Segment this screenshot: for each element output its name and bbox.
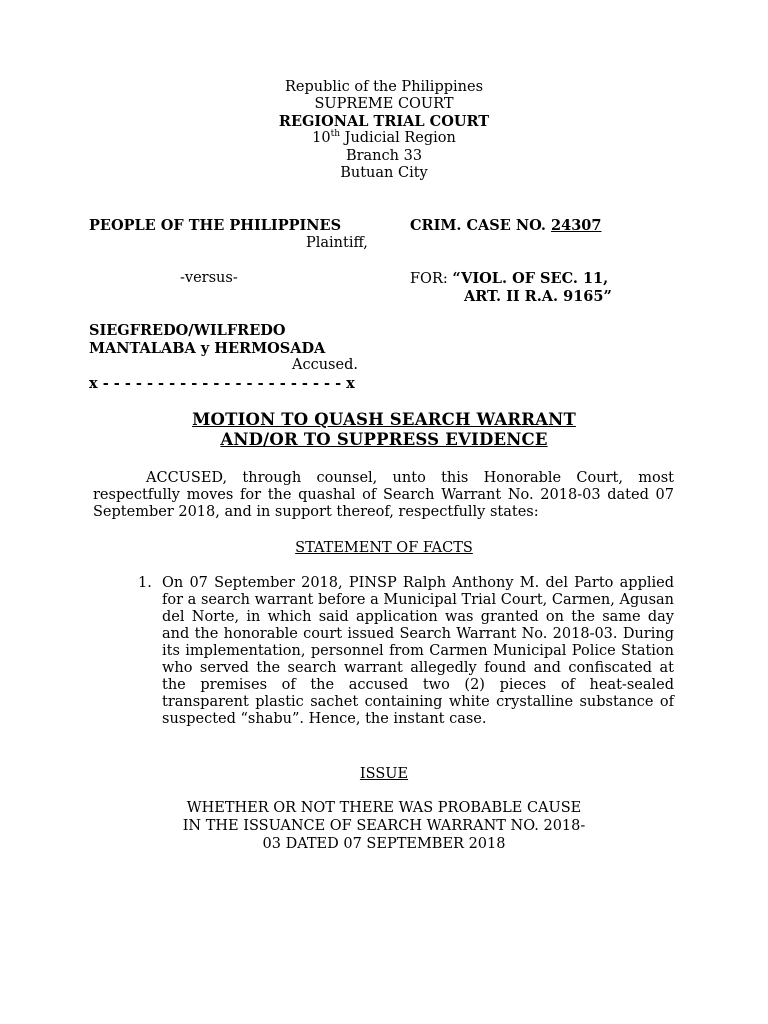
issue-line2: IN THE ISSUANCE OF SEARCH WARRANT NO. 2018- (182, 818, 586, 834)
header-branch: Branch 33 (345, 148, 423, 164)
case-label: CRIM. CASE NO. (410, 217, 552, 234)
fact-paragraph: On 07 September 2018, PINSP Ralph Anthony M. del Parto applied for a search warrant before a Municipal Trial Court, Carmen, Agusan del Norte, in which said application was granted on the same day and the honorable court issued Search Warrant No. 2018-03. During its implementation, personnel from Carmen Municipal Police Station who served the search warrant allegedly found and confiscated at the premises of the accused two (2) pieces of heat-sealed transparent plastic sachet containing white crystalline substance of suspected “shabu”. Hence, the instant case. (162, 575, 674, 727)
issue-heading: ISSUE (359, 766, 409, 782)
region-number: 10 (312, 130, 331, 146)
region-text: Judicial Region (340, 130, 456, 146)
plaintiff-role: Plaintiff, (306, 235, 368, 251)
charge-text-line2: ART. II R.A. 9165” (464, 288, 612, 305)
header-judicial-region (0, 130, 768, 147)
intro-paragraph: ACCUSED, through counsel, unto this Honorable Court, most respectfully moves for the quashal of Search Warrant No. 2018-03 dated 07 September 2018, and in support thereof, respectfully states: (93, 470, 674, 520)
accused-role: Accused. (292, 357, 358, 373)
facts-heading: STATEMENT OF FACTS (295, 540, 473, 556)
motion-title-line2: AND/OR TO SUPPRESS EVIDENCE (220, 430, 548, 449)
fact-number: 1. (138, 575, 152, 591)
header-supreme-court: SUPREME COURT (314, 96, 454, 112)
for-label: FOR: (410, 271, 453, 287)
header-city: Butuan City (340, 165, 428, 181)
region-suffix: th (330, 129, 341, 140)
header-regional-trial-court: REGIONAL TRIAL COURT (278, 113, 490, 130)
issue-line3: 03 DATED 07 SEPTEMBER 2018 (262, 836, 506, 852)
motion-title-line1: MOTION TO QUASH SEARCH WARRANT (192, 410, 576, 429)
plaintiff-name: PEOPLE OF THE PHILIPPINES (89, 217, 342, 234)
caption-separator: x - - - - - - - - - - - - - - - - - - - - - - x (89, 375, 355, 392)
issue-line1: WHETHER OR NOT THERE WAS PROBABLE CAUSE (186, 800, 582, 816)
header-republic: Republic of the Philippines (284, 79, 484, 95)
charge-text-line1: “VIOL. OF SEC. 11, (452, 270, 609, 287)
case-number-line (410, 217, 601, 234)
versus-label: -versus- (180, 270, 238, 286)
accused-name-line1: SIEGFREDO/WILFREDO (89, 322, 286, 339)
case-number: 24307 (551, 217, 602, 234)
charge-line1 (410, 270, 608, 288)
accused-name-line2: MANTALABA y HERMOSADA (89, 340, 326, 357)
